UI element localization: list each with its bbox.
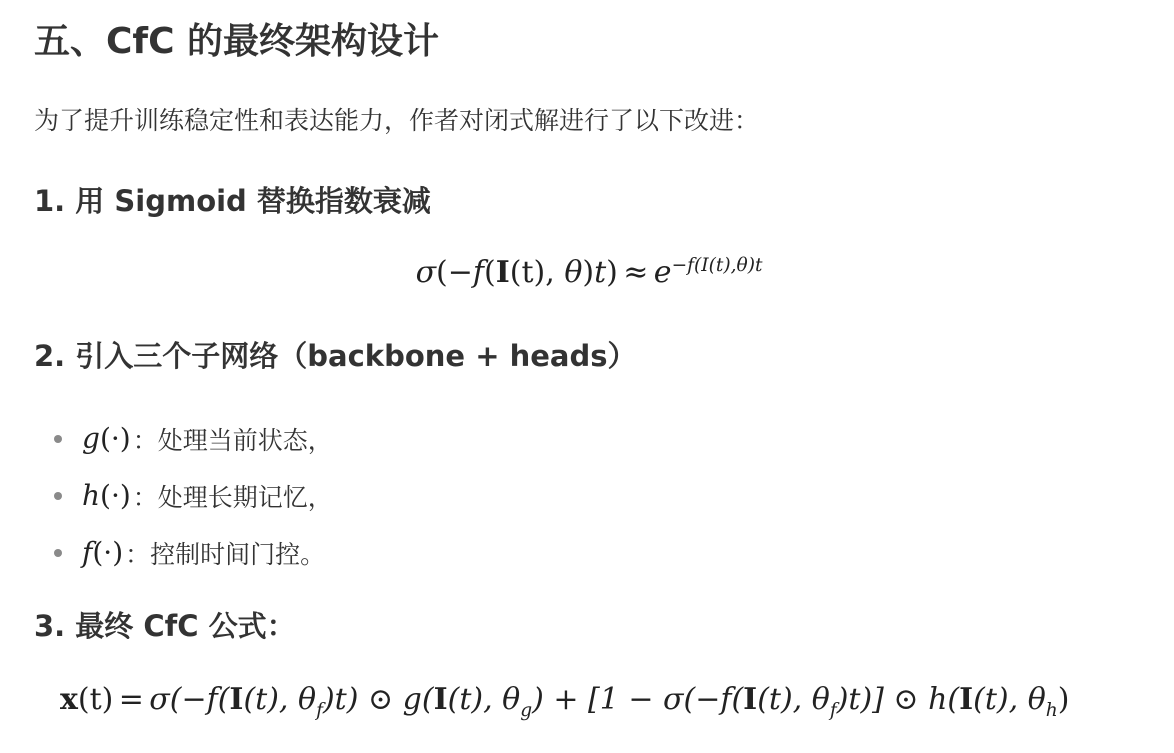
eq1-theta: θ — [564, 255, 583, 290]
eq3-x-args: (t) — [77, 682, 114, 717]
h-symbol: h — [82, 479, 101, 512]
subsection-heading-1: 1. 用 Sigmoid 替换指数衰减 — [34, 184, 431, 218]
eq3-sub-f1: f — [316, 700, 323, 721]
list-item — [34, 524, 333, 581]
f-args: (·) — [92, 536, 124, 569]
eq1-exponent: −f(I(t),θ)t — [671, 255, 763, 276]
eq3-sub-g: g — [520, 700, 533, 721]
eq3-sub-h: h — [1045, 700, 1058, 721]
eq3-x: x — [60, 682, 78, 717]
list-item — [34, 467, 333, 524]
eq1-open: (− — [436, 255, 473, 290]
h-description: ：处理长期记忆， — [132, 482, 333, 512]
h-args: (·) — [100, 479, 131, 512]
f-symbol: f — [82, 536, 93, 569]
eq3-part5: ) + [1 − σ(−f( — [532, 682, 744, 717]
eq3-part2: (t), θ — [243, 682, 317, 717]
eq1-tail-t: t — [594, 255, 607, 290]
section-title: 五、CfC 的最终架构设计 — [34, 21, 440, 62]
eq3-part9: ) — [1057, 682, 1070, 717]
eq1-e: e — [653, 255, 672, 290]
bullet-dot — [54, 435, 62, 443]
eq3-I4: I — [959, 682, 974, 717]
f-description: ：控制时间门控。 — [125, 539, 326, 569]
eq3-I2: I — [433, 682, 448, 717]
sigmoid-approx-equation — [0, 250, 1174, 296]
eq3-part7: )t)] ⊙ h( — [836, 682, 960, 717]
eq3-part8: (t), θ — [973, 682, 1046, 717]
f-function — [82, 536, 123, 569]
h-function — [82, 479, 131, 512]
eq3-equals: = — [118, 682, 144, 717]
eq1-close: ) — [582, 255, 595, 290]
g-description: ：处理当前状态， — [132, 425, 333, 455]
bullet-dot — [54, 492, 62, 500]
eq1-I: I — [495, 255, 510, 290]
cfc-equation — [60, 677, 1069, 723]
list-item — [34, 410, 333, 467]
eq3-I1: I — [229, 682, 244, 717]
eq1-tail-close: ) — [606, 255, 618, 290]
eq1-sigma: σ — [415, 255, 437, 290]
eq3-I3: I — [743, 682, 758, 717]
eq1-t: (t), — [509, 255, 565, 290]
eq3-part1: σ(−f( — [149, 682, 230, 717]
eq3-sub-f2: f — [829, 700, 837, 721]
eq3-part6: (t), θ — [757, 682, 830, 717]
intro-paragraph: 为了提升训练稳定性和表达能力，作者对闭式解进行了以下改进： — [34, 106, 760, 135]
eq3-part4: (t), θ — [447, 682, 521, 717]
g-symbol: g — [82, 422, 100, 455]
subnetwork-list — [34, 410, 333, 581]
g-function — [82, 422, 131, 455]
eq1-approx: ≈ — [623, 255, 649, 290]
g-args: (·) — [99, 422, 131, 455]
subsection-heading-3: 3. 最终 CfC 公式： — [34, 609, 296, 643]
subsection-heading-2: 2. 引入三个子网络（backbone + heads） — [34, 339, 637, 373]
eq3-part3: )t) ⊙ g( — [322, 682, 434, 717]
bullet-dot — [54, 549, 62, 557]
eq1-f: f — [472, 255, 484, 290]
eq1-args-open: ( — [484, 255, 496, 290]
